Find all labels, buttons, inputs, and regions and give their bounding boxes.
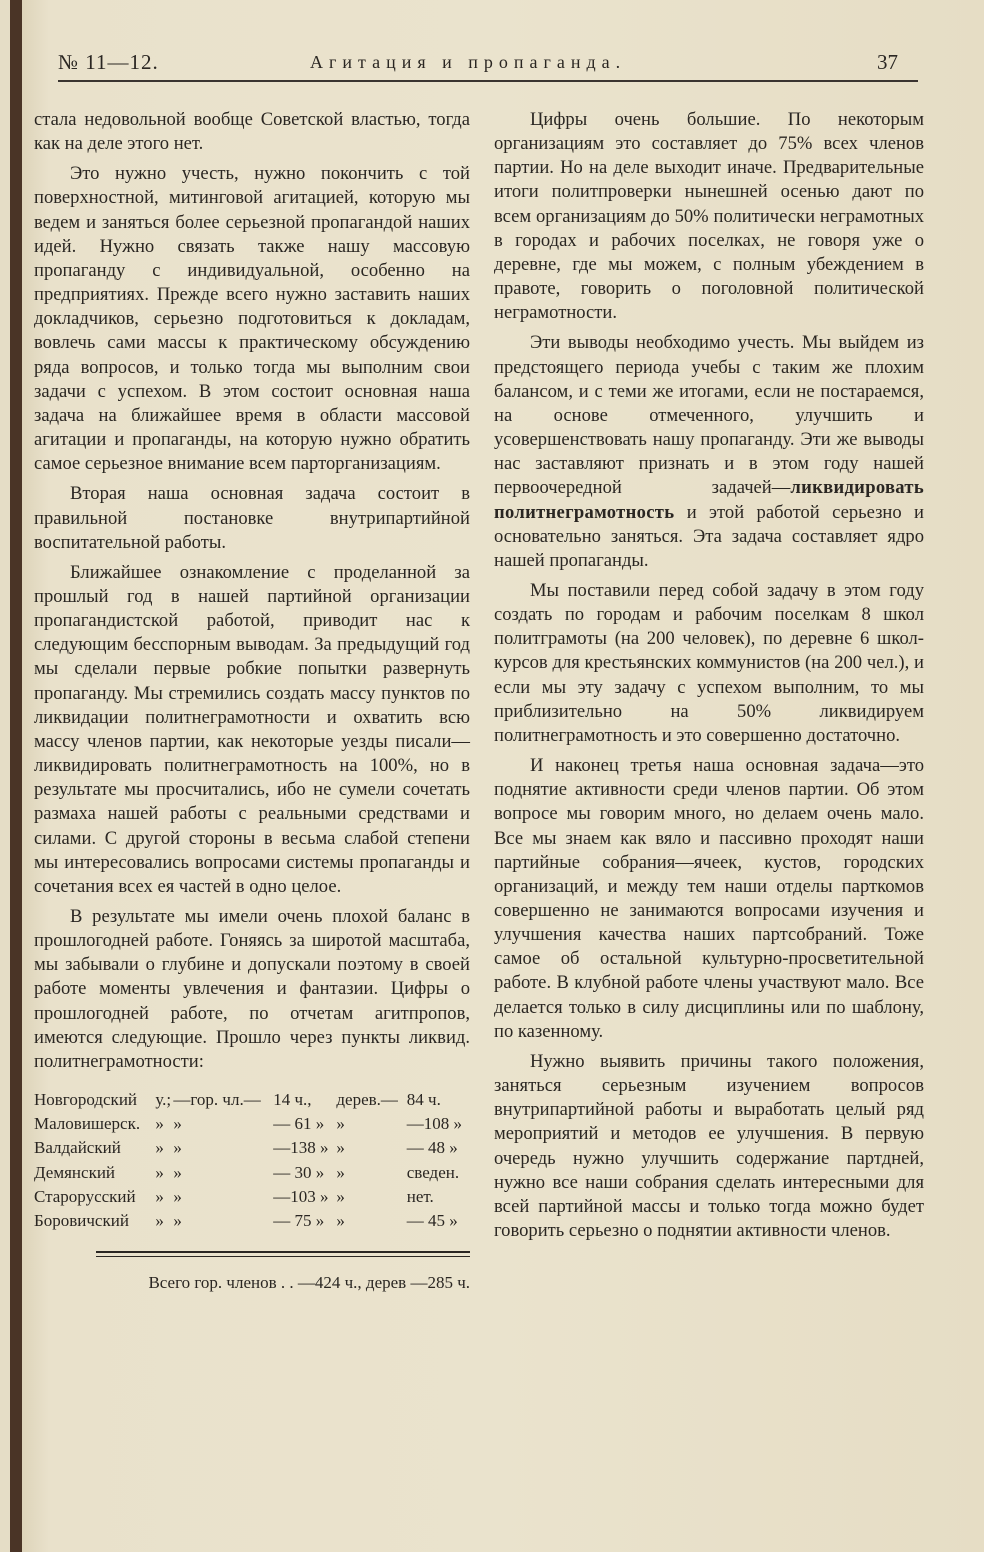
table-rule-thin [96,1256,470,1257]
table-cell: » [336,1138,345,1158]
paragraph-text: Эти выводы необходимо учесть. Мы выйдем из предстоящего периода учебы с таким же плохим балансом, и с теми же итогами, если не постараемся, на основе отмеченного, улучшить и усовершенствовать нашу пропаганду. Эти же выводы нас заставляют признать и в этом году нашей первоочередной задачей— [494,332,924,499]
table-cell: нет. [406,1186,434,1206]
issue-number: № 11—12. [58,50,159,74]
table-cell: 84 ч. [406,1090,441,1110]
paragraph: стала недовольной вообще Советской властью, тогда как на деле этого нет. [34,109,470,155]
table-cell: Новгородский [34,1090,138,1110]
table-cell: Старорусский [34,1186,136,1206]
table-cell: Боровичский [34,1210,129,1230]
table-cell: » [336,1114,345,1134]
table-cell: » [155,1186,164,1206]
table-cell: » [173,1138,182,1158]
table-cell: — 61 » [273,1114,325,1134]
left-column [34,108,470,1295]
table-row [34,1185,470,1209]
journal-title: Агитация и пропаганда. [310,52,627,72]
paragraph: Вторая наша основная задача состоит в правильной постановке внутрипартийной воспитательной работы. [34,483,470,553]
table-cell: » [336,1162,345,1182]
table-row [34,1209,470,1233]
table-cell: » [173,1114,182,1134]
table-cell: Маловишерск. [34,1114,141,1134]
table-cell: Валдайский [34,1138,121,1158]
paragraph: Цифры очень большие. По некоторым организациям это составляет до 75% всех членов партии. Но на деле выходит иначе. Предварительные итоги политпроверки нынешней осенью дают по всем организациям до 50% политически неграмотных в городах и рабочих поселках, не говоря уже о деревне, где мы можем, с полным убеждением в правоте, говорить о поголовной политической неграмотности. [494,109,924,324]
right-column [494,108,924,1249]
paragraph: Ближайшее ознакомление с проделанной за прошлый год в нашей партийной организации пропагандистской работой, приводит нас к следующим бесспорным выводам. За предыдущий год мы сделали первые робкие попытки развернуть пропаганду. Мы стремились создать массу пунктов по ликвидации политнеграмотности и охватить всю массу членов партии, как некоторые уезды писали—ликвидировать политнеграмотность на 100%, но в результате мы просчитались, ибо не сумели сочетать размаха нашей работы с реальными средствами и силами. С другой стороны в весьма слабой степени мы интересовались вопросами системы пропаганды и сочетания всех ея частей в одно целое. [34,561,470,897]
table-cell: —108 » [406,1114,463,1134]
table-row [34,1136,470,1160]
table-cell: — 30 » [273,1162,325,1182]
paragraph: Нужно выявить причины такого положения, заняться серьезным изучением вопросов внутрипартийной работы и выработать целый ряд мероприятий и методов ее улучшения. В первую очередь нужно улучшить содержание партдней, нужно все наши собрания сделать интересными для всей партийной массы и только тогда можно будет говорить серьезно о поднятии активности членов. [494,1050,924,1242]
table-row [34,1088,470,1112]
statistics-table [34,1088,470,1233]
page-binding-edge [10,0,22,1552]
table-cell: » [155,1138,164,1158]
paragraph-text: и этой работой серьезно и основательно заняться. Эта задача составляет ядро нашей пропаганды. [494,501,924,571]
table-cell: — 75 » [273,1210,325,1230]
table-cell: » [173,1186,182,1206]
table-cell: » [155,1210,164,1230]
table-cell: —138 » [273,1138,329,1158]
table-total: Всего гор. членов . . —424 ч., дерев —285 ч. [148,1273,470,1293]
table-cell: Демянский [34,1162,116,1182]
running-header [58,50,918,82]
table-cell: » [173,1162,182,1182]
table-row [34,1161,470,1185]
paragraph: Это нужно учесть, нужно покончить с той поверхностной, митинговой агитацией, которую мы ведем и заняться более серьезной пропагандой наших идей. Нужно связать также нашу массовую пропаганду с индивидуальной, особенно на предприятиях. Прежде всего нужно заставить наших докладчиков, серьезно подготовиться к докладам, вовлечь сами массы к практическому обсуждению ряда вопросов, и только тогда мы выполним свои задачи с успехом. В этом состоит основная наша задача на ближайшее время в области массовой агитации и пропаганды, на которую нужно обратить самое серьезное внимание всем парторганизациям. [34,163,470,475]
table-cell: сведен. [406,1162,460,1182]
table-cell: » [173,1210,182,1230]
table-cell: —103 » [273,1186,329,1206]
paragraph [494,331,924,573]
table-cell: » [155,1114,164,1134]
table-cell: » [336,1210,345,1230]
table-cell: у.; [155,1090,172,1110]
table-cell: — 48 » [406,1138,458,1158]
table-rule-thick [96,1251,470,1253]
table-cell: — 45 » [406,1210,458,1230]
paragraph: Мы поставили перед собой задачу в этом году создать по городам и рабочим поселкам 8 школ политграмоты (на 200 человек), по деревне 6 школ-курсов для крестьянских коммунистов (на 200 чел.), и если мы эту задачу с успехом выполним, то мы приблизительно на 50% ликвидируем политнеграмотность и это совершенно достаточно. [494,579,924,746]
table-cell: » [155,1162,164,1182]
paragraph: В результате мы имели очень плохой баланс в прошлогодней работе. Гоняясь за широтой масштаба, мы забывали о глубине и допускали поэтому в своей работе моменты увлечения и фантазии. Цифры о прошлогодней работе, по отчетам агитпропов, имеются следующие. Прошло через пункты ликвид. политнеграмотности: [34,906,470,1072]
page-number: 37 [877,50,898,74]
table-cell: —гор. чл.— [173,1090,261,1110]
paragraph: И наконец третья наша основная задача—это поднятие активности среди членов партии. Об этом вопросе мы говорим много, но делаем очень мало. Все мы знаем как вяло и пассивно проходят наши партийные собрания—ячеек, кустов, городских организаций, и между тем наши отделы парткомов совершенно не занимаются вопросами изучения и улучшения качества наших партсобраний. Тоже самое об остальной культурно-просветительной работе. В клубной работе члены участвуют мало. Все делается только в силу дисциплины или по шаблону, по казенному. [494,755,924,1042]
table-cell: дерев.— [336,1090,398,1110]
table-cell: 14 ч., [273,1090,312,1110]
magazine-page [10,0,984,1552]
table-row [34,1112,470,1136]
table-cell: » [336,1186,345,1206]
emphasis-text: ликвидировать политнеграмотность [494,477,924,523]
